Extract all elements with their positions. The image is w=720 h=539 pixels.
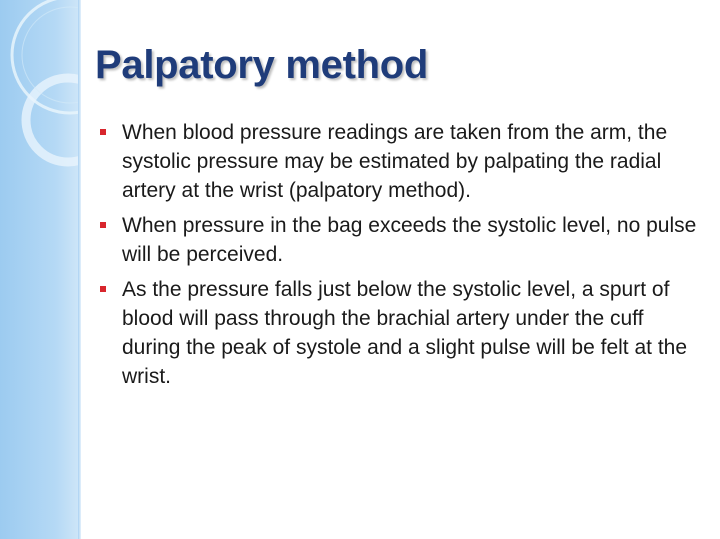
bullet-square-icon <box>100 286 106 292</box>
bullet-item-1 <box>100 118 700 205</box>
bullet-list <box>100 118 700 397</box>
sidebar-decoration <box>0 0 80 539</box>
bullet-text-1: When blood pressure readings are taken from the arm, the systolic pressure may be estimated by palpating the radial artery at the wrist (palpatory method). <box>122 121 668 202</box>
slide-title: Palpatory method <box>95 43 429 87</box>
bullet-square-icon <box>100 222 106 228</box>
bullet-square-icon <box>100 129 106 135</box>
bullet-text-3: As the pressure falls just below the systolic level, a spurt of blood will pass through the brachial artery under the cuff during the peak of systole and a slight pulse will be felt at the wrist. <box>122 278 688 388</box>
sidebar-edge <box>78 0 81 539</box>
bullet-item-2 <box>100 211 700 269</box>
circle-decoration-icon <box>0 0 80 539</box>
bullet-item-3 <box>100 275 700 391</box>
bullet-text-2: When pressure in the bag exceeds the systolic level, no pulse will be perceived. <box>122 214 697 266</box>
